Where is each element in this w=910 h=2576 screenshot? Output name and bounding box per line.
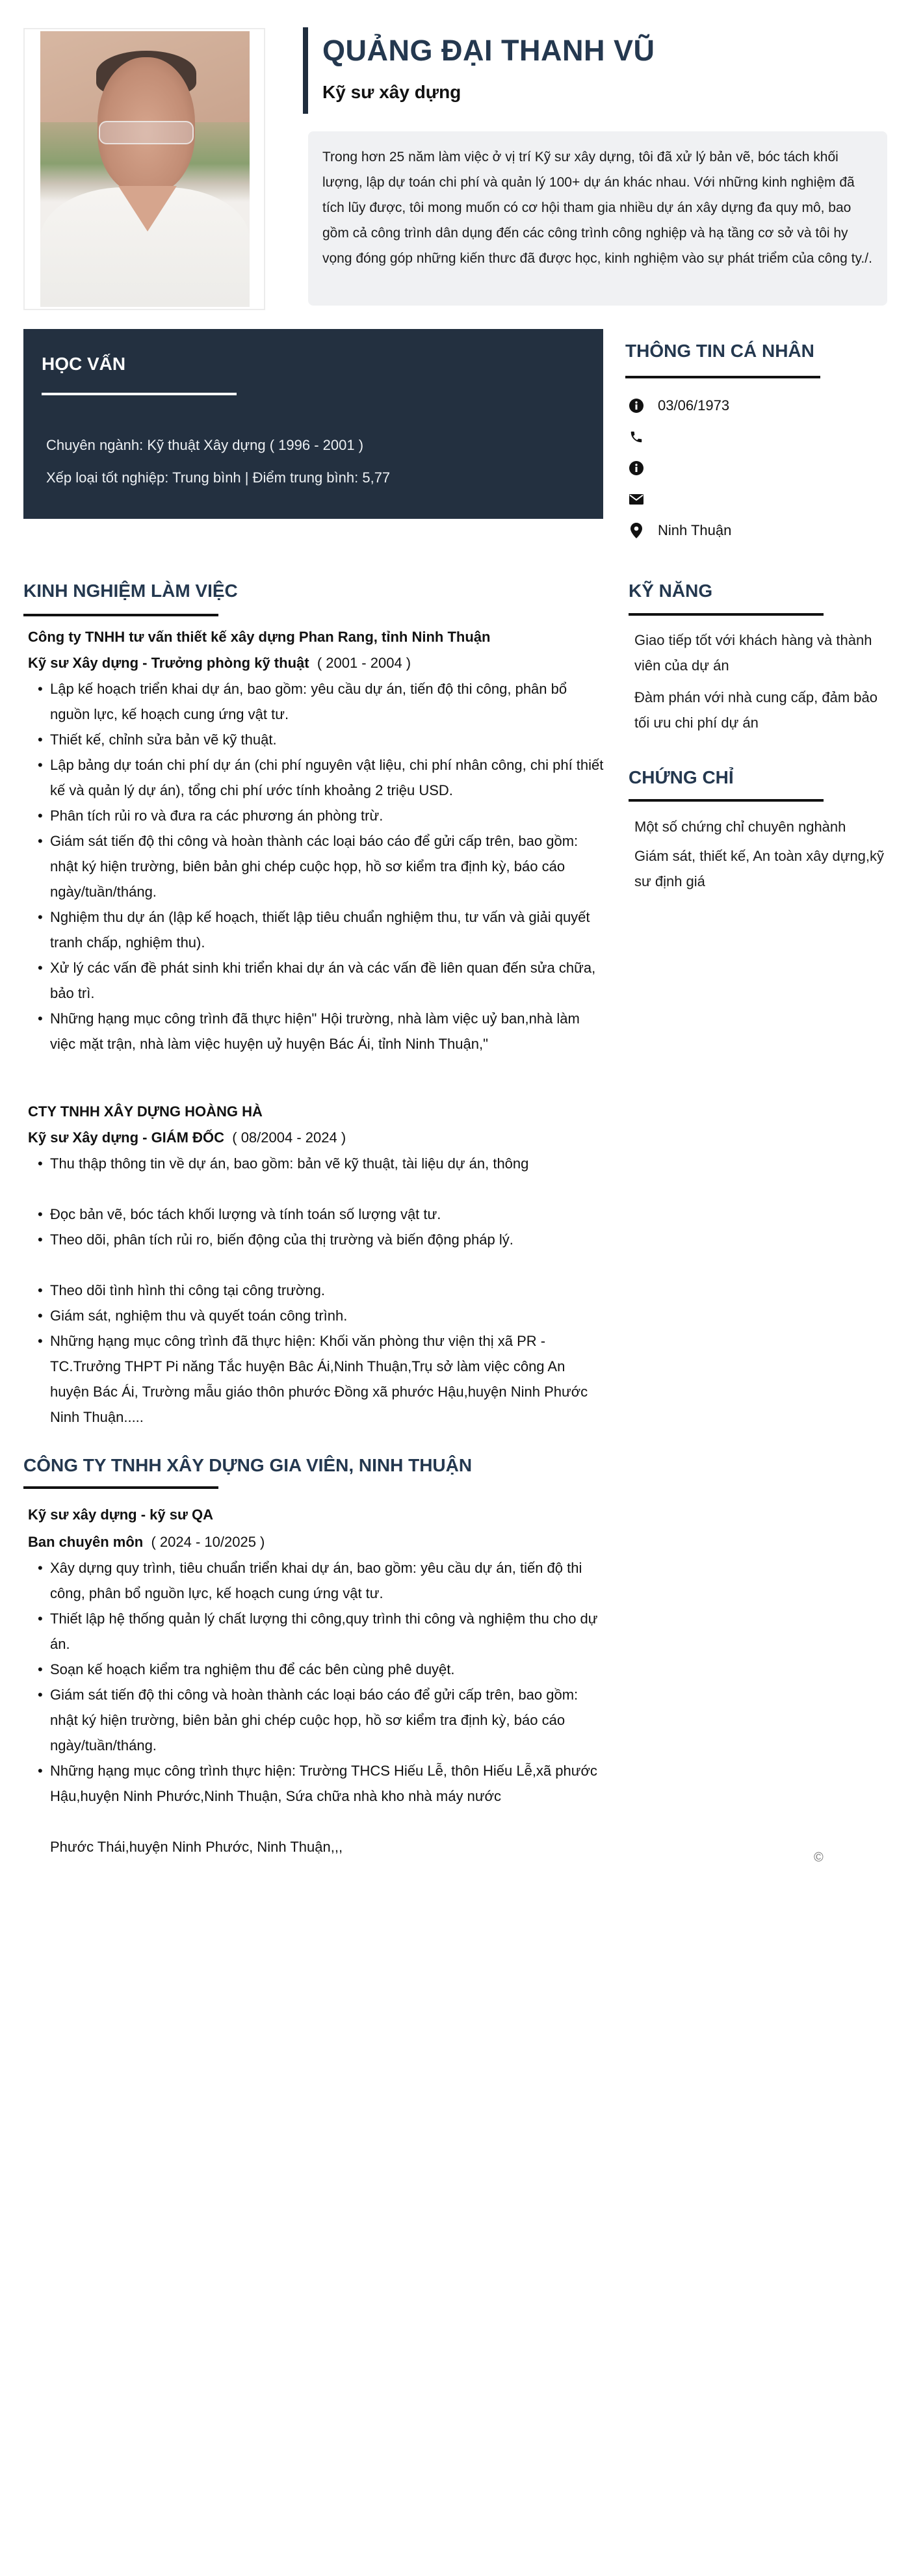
job-bullet: • Những hạng mục công trình đã thực hiện" Hội trường, nhà làm việc uỷ ban,nhà làm việc mặt trận, nhà làm việc huyện uỷ huyện Bác Ái, tỉnh Ninh Thuận," (38, 1006, 606, 1057)
job-bullet: • Giám sát, nghiệm thu và quyết toán công trình. (38, 1303, 606, 1328)
job-bullets (38, 676, 606, 1057)
info-row-birthdate (625, 390, 898, 421)
job-company: Công ty TNHH tư vấn thiết kế xây dựng Phan Rang, tỉnh Ninh Thuận (28, 629, 491, 645)
info-icon (628, 397, 645, 414)
job-period: ( 2024 - 10/2025 ) (151, 1534, 265, 1550)
copyright-icon: © (814, 1850, 824, 1865)
phone-icon (628, 428, 645, 445)
job-bullet: • Những hạng mục công trình đã thực hiện: Khối văn phòng thư viện thị xã PR - TC.Trưởng THPT Pi năng Tắc huyện Bâc Ái,Ninh Thuận,Trụ sở làm việc công An huyện Bác Ái, Trường mẫu giáo thôn phước Đồng xã phước Hậu,huyện Ninh Phước Ninh Thuận..... (38, 1328, 606, 1430)
job-bullet: • Theo dõi tình hình thi công tại công trường. (38, 1278, 606, 1303)
info-icon (628, 460, 645, 477)
job-trailing-line: Phước Thái,huyện Ninh Phước, Ninh Thuận,,, (50, 1839, 343, 1855)
skills-title: KỸ NĂNG (629, 581, 713, 601)
job-dept: Ban chuyên môn (28, 1534, 144, 1550)
info-row-other (625, 453, 898, 484)
job-bullet: • Thiết kế, chỉnh sửa bản vẽ kỹ thuật. (38, 727, 606, 752)
job-bullet: • Đọc bản vẽ, bóc tách khối lượng và tính toán số lượng vật tư. (38, 1202, 606, 1227)
education-major: Chuyên ngành: Kỹ thuật Xây dựng ( 1996 - 2001 ) (46, 437, 364, 453)
experience-title: KINH NGHIỆM LÀM VIỆC (23, 581, 238, 601)
job-bullet: • Xây dựng quy trình, tiêu chuẩn triển khai dự án, bao gồm: yêu cầu dự án, tiến độ thi công, phân bổ nguồn lực, kế hoạch cung ứng vật tư. (38, 1555, 606, 1606)
job-bullet: • Nghiệm thu dự án (lập kế hoạch, thiết lập tiêu chuẩn nghiệm thu, tư vấn và giải quyết tranh chấp, nghiệm thu). (38, 904, 606, 955)
job-bullet: • Thu thập thông tin về dự án, bao gồm: bản vẽ kỹ thuật, tài liệu dự án, thông (38, 1151, 606, 1176)
job-bullet: • Giám sát tiến độ thi công và hoàn thành các loại báo cáo để gửi cấp trên, bao gồm: nhật ký hiện trường, biên bản ghi chép cuộc họp, hồ sơ kiểm tra định kỳ, báo cáo ngày/tuần/tháng. (38, 1682, 606, 1758)
education-grade: Xếp loại tốt nghiệp: Trung bình | Điểm trung bình: 5,77 (46, 469, 391, 486)
job-dept-line (28, 1529, 606, 1555)
candidate-name: QUẢNG ĐẠI THANH VŨ (322, 34, 655, 67)
job-bullets (38, 1555, 606, 1809)
job-bullet: • Thiết lập hệ thống quản lý chất lượng thi công,quy trình thi công và nghiệm thu cho dự án. (38, 1606, 606, 1657)
experience-divider (23, 614, 218, 616)
certificates-title: CHỨNG CHỈ (629, 767, 734, 787)
job-bullet: • Soạn kế hoạch kiểm tra nghiệm thu để các bên cùng phê duyệt. (38, 1657, 606, 1682)
job-bullet: • Lập kế hoạch triển khai dự án, bao gồm: yêu cầu dự án, tiến độ thi công, phân bổ nguồn lực, kế hoạch cung ứng vật tư. (38, 676, 606, 727)
location-icon (628, 522, 645, 539)
summary-text: Trong hơn 25 năm làm việc ở vị trí Kỹ sư xây dựng, tôi đã xử lý bản vẽ, bóc tách khối lượng, lập dự toán chi phí và quản lý 100+ dự án khác nhau. Với những kinh nghiệm đã tích lũy được, tôi mong muốn có cơ hội tham gia nhiều dự án xây dựng đa quy mô, bao gồm cả công trình dân dụng đến các công trình công nghiệp và hạ tầng cơ sở và tôi hy vọng đóng góp những kiến thưc đã được học, kinh nghiệm vào sự phát triểm của công ty./. (322, 150, 872, 266)
job-role-line (28, 1125, 606, 1151)
job-period: ( 08/2004 - 2024 ) (232, 1129, 346, 1146)
job-role: Kỹ sư xây dựng - kỹ sư QA (28, 1506, 213, 1523)
job-role: Kỹ sư Xây dựng - Trưởng phòng kỹ thuật (28, 655, 309, 671)
location-value: Ninh Thuận (658, 522, 732, 538)
certificate-item: Giám sát, thiết kế, An toàn xây dựng,kỹ sư định giá (634, 848, 885, 889)
job-entry (28, 1502, 606, 1860)
job-bullet: • Giám sát tiến độ thi công và hoàn thành các loại báo cáo để gửi cấp trên, bao gồm: nhật ký hiện trường, biên bản ghi chép cuộc họp, hồ sơ kiểm tra định kỳ, báo cáo ngày/tuần/tháng. (38, 828, 606, 904)
personal-info-list (625, 390, 898, 546)
education-title: HỌC VẤN (42, 354, 126, 374)
summary-box (308, 131, 887, 306)
email-icon (628, 491, 645, 508)
name-block (303, 27, 888, 114)
info-row-email (625, 484, 898, 515)
gia-vien-divider (23, 1486, 218, 1489)
profile-photo-frame (23, 28, 265, 310)
info-row-location (625, 515, 898, 546)
job-entry (28, 1099, 606, 1430)
job-bullet: • Những hạng mục công trình thực hiện: Trường THCS Hiếu Lễ, thôn Hiếu Lễ,xã phước Hậu,huyện Ninh Phước,Ninh Thuận, Sứa chữa nhà kho nhà máy nước (38, 1758, 606, 1809)
job-bullets (38, 1151, 606, 1430)
job-bullet: • Xử lý các vấn đề phát sinh khi triển khai dự án và các vấn đề liên quan đến sửa chữa, bảo trì. (38, 955, 606, 1006)
skill-item: Đàm phán với nhà cung cấp, đảm bảo tối ưu chi phí dự án (634, 689, 878, 731)
personal-info-divider (625, 376, 820, 378)
job-bullet: • Theo dõi, phân tích rủi ro, biến động của thị trường và biến động pháp lý. (38, 1227, 606, 1252)
gia-vien-title: CÔNG TY TNHH XÂY DỰNG GIA VIÊN, NINH THUẬN (23, 1455, 473, 1475)
job-title: Kỹ sư xây dựng (322, 82, 462, 102)
info-row-phone (625, 421, 898, 453)
birthdate-value: 03/06/1973 (658, 397, 730, 414)
certificates-divider (629, 799, 824, 802)
skill-item: Giao tiếp tốt với khách hàng và thành viên của dự án (634, 632, 872, 674)
education-panel (23, 329, 603, 519)
job-entry (28, 624, 606, 1057)
job-role-line (28, 650, 606, 676)
certificate-item: Một số chứng chỉ chuyên nghành (634, 819, 846, 835)
job-period: ( 2001 - 2004 ) (317, 655, 411, 671)
education-divider (42, 393, 237, 395)
job-bullet: • Phân tích rủi ro và đưa ra các phương án phòng trừ. (38, 803, 606, 828)
job-role: Kỹ sư Xây dựng - GIÁM ĐỐC (28, 1129, 225, 1146)
job-bullet: • Lập bảng dự toán chi phí dự án (chi phí nguyên vật liệu, chi phí nhân công, chi phí thiết kế và quản lý dự án), tổng chi phí ước tính khoảng 2 triệu USD. (38, 752, 606, 803)
job-company: CTY TNHH XÂY DỰNG HOÀNG HÀ (28, 1103, 263, 1120)
skills-divider (629, 613, 824, 616)
profile-photo (40, 31, 250, 307)
personal-info-title: THÔNG TIN CÁ NHÂN (625, 341, 814, 361)
